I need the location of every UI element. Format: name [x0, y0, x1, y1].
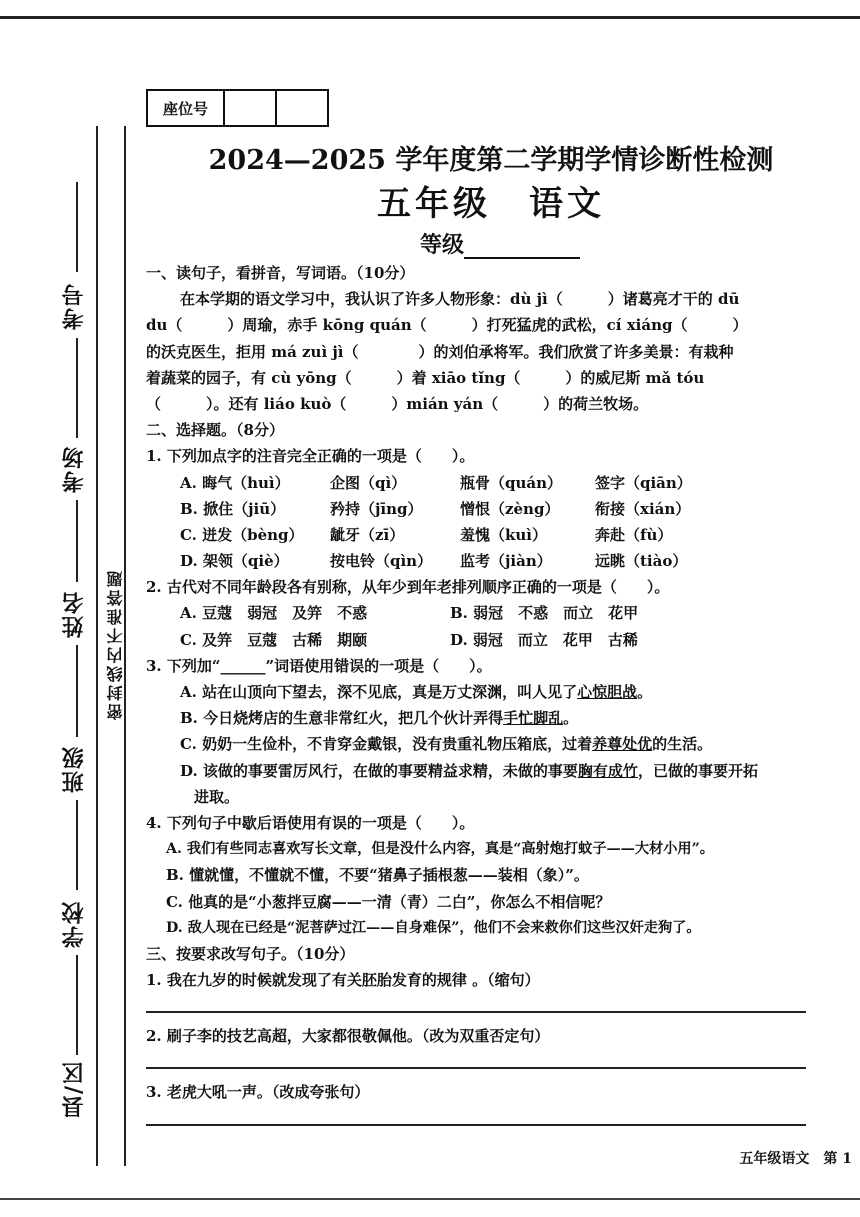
- passage-line: du（ ）周瑜，赤手 kōng quán（ ）打死猛虎的武松，cí xiáng（ ）: [146, 316, 748, 335]
- side-blank-line: [76, 338, 78, 438]
- option-item: 瓶骨（quán）: [460, 473, 563, 492]
- grade-field: [420, 228, 580, 259]
- option-line: C. 奶奶一生俭朴，不肯穿金戴银，没有贵重礼物压箱底，过着养尊处优的生活。: [180, 735, 713, 754]
- option-row: [146, 522, 836, 548]
- answer-line[interactable]: [146, 1049, 806, 1069]
- rewrite-item: 3. 老虎大吼一声。（改成夸张句）: [146, 1083, 370, 1102]
- side-field-class: 班级: [60, 745, 87, 793]
- option-line: B. 懂就懂，不懂就不懂，不要“猪鼻子插根葱——装相（象）”。: [166, 866, 589, 885]
- side-field-county: 县/区: [60, 1060, 87, 1119]
- exam-subtitle: 五年级 语文: [377, 184, 605, 224]
- answer-line[interactable]: [146, 1106, 806, 1126]
- exam-content: [146, 260, 836, 1136]
- option-row: [146, 470, 836, 496]
- option-item: 衔接（xián）: [595, 499, 691, 518]
- section-heading: 一、读句子，看拼音，写词语。（10分）: [146, 264, 415, 282]
- seat-number-cell[interactable]: [223, 91, 275, 125]
- answer-line[interactable]: [146, 993, 806, 1013]
- side-blank-line: [76, 955, 78, 1055]
- grade-blank[interactable]: [464, 235, 580, 259]
- question-stem: 1. 下列加点字的注音完全正确的一项是（ ）。: [146, 447, 475, 466]
- option-line: A. 站在山顶向下望去，深不见底，真是万丈深渊，叫人见了心惊胆战。: [180, 683, 653, 701]
- passage-line: 在本学期的语文学习中，我认识了许多人物形象：dù jì（ ）诸葛亮才干的 dū: [180, 290, 740, 309]
- question-stem: 4. 下列句子中歇后语使用有误的一项是（ ）。: [146, 813, 475, 832]
- option-line: C. 他真的是“小葱拌豆腐——一清（青）二白”，你怎么不相信呢？: [166, 892, 611, 911]
- option-line-continuation: 进取。: [194, 787, 240, 806]
- option-line: B. 今日烧烤店的生意非常红火，把几个伙计弄得手忙脚乱。: [180, 709, 579, 728]
- seat-number-label: 座位号: [162, 99, 208, 118]
- option-item: 企图（qì）: [330, 473, 407, 492]
- rewrite-item: 1. 我在九岁的时候就发现了有关胚胎发育的规律 。（缩句）: [146, 971, 540, 990]
- option-item: 龇牙（zī）: [330, 525, 405, 544]
- seat-number-cell[interactable]: [275, 91, 327, 125]
- question-stem: 3. 下列加“______”词语使用错误的一项是（ ）。: [146, 656, 492, 675]
- side-blank-line: [76, 800, 78, 890]
- side-field-name: 姓名: [60, 590, 87, 638]
- option-item: 羞愧（kuì）: [460, 525, 547, 544]
- option-row: [146, 496, 836, 522]
- option-item: 签字（qiān）: [595, 473, 692, 492]
- option-item: B. 掀住（jiū）: [180, 499, 286, 518]
- option-row: [146, 548, 836, 574]
- option-item: D. 架领（qiè）: [180, 552, 289, 571]
- underlined-word: 心惊胆战: [577, 683, 638, 701]
- passage-line: 着蔬菜的园子，有 cù yōng（ ）着 xiāo tǐng（ ）的威尼斯 mǎ tóu: [146, 368, 705, 387]
- option-item: 奔赴（fù）: [595, 525, 673, 544]
- option-item: C. 及笄 豆蔻 古稀 期颐: [180, 630, 368, 649]
- option-item: 监考（jiàn）: [460, 552, 552, 571]
- option-item: 憎恨（zèng）: [460, 499, 560, 518]
- option-item: D. 弱冠 而立 花甲 古稀: [450, 630, 638, 649]
- option-row: [146, 600, 836, 626]
- side-blank-line: [76, 182, 78, 272]
- underlined-word: 胸有成竹: [577, 761, 638, 780]
- side-blank-line: [76, 500, 78, 582]
- passage-line: （ ）。还有 liáo kuò（ ）mián yán（ ）的荷兰牧场。: [146, 394, 649, 413]
- option-line: D. 该做的事要雷厉风行，在做的事要精益求精，未做的事要胸有成竹，已做的事要开拓: [180, 761, 758, 780]
- option-item: A. 豆蔻 弱冠 及笄 不惑: [180, 604, 368, 623]
- option-item: 按电铃（qìn）: [330, 552, 433, 571]
- scan-edge-bottom: [0, 1198, 860, 1200]
- side-blank-line: [76, 645, 78, 737]
- option-item: B. 弱冠 不惑 而立 花甲: [450, 604, 639, 623]
- section-heading: 三、按要求改写句子。（10分）: [146, 944, 355, 963]
- rewrite-item: 2. 刷子李的技艺高超，大家都很敬佩他。（改为双重否定句）: [146, 1027, 550, 1046]
- grade-label: 等级: [420, 232, 465, 258]
- underlined-word: 养尊处优: [592, 735, 653, 754]
- seal-line-notice: 密封线内不准答题: [106, 568, 125, 720]
- page-footer: 五年级语文 第 1: [739, 1151, 852, 1167]
- option-line: D. 敌人现在已经是“泥菩萨过江——自身难保”，他们不会来救你们这些汉奸走狗了。: [166, 919, 701, 936]
- side-field-school: 学校: [60, 900, 87, 948]
- option-item: 远眺（tiào）: [595, 552, 688, 571]
- option-row: [146, 627, 836, 653]
- side-field-exam-number: 考号: [60, 282, 87, 330]
- seat-number-box: [146, 89, 329, 127]
- question-stem: 2. 古代对不同年龄段各有别称，从年少到年老排列顺序正确的一项是（ ）。: [146, 578, 670, 597]
- option-item: 矜持（jīng）: [330, 499, 423, 518]
- passage-line: 的沃克医生，拒用 má zuì jì（ ）的刘伯承将军。我们欣赏了许多美景：有栽种: [146, 342, 734, 361]
- exam-title: 2024—2025 学年度第二学期学情诊断性检测: [208, 145, 774, 176]
- side-field-exam-room: 考场: [60, 445, 87, 493]
- option-item: C. 迸发（bèng）: [180, 525, 304, 544]
- option-line: A. 我们有些同志喜欢写长文章，但是没什么内容，真是“高射炮打蚊子——大材小用”。: [166, 841, 714, 858]
- scan-edge-top: [0, 16, 860, 19]
- underlined-word: 手忙脚乱: [503, 709, 564, 728]
- option-item: A. 晦气（huì）: [180, 473, 290, 492]
- section-heading: 二、选择题。（8分）: [146, 421, 284, 440]
